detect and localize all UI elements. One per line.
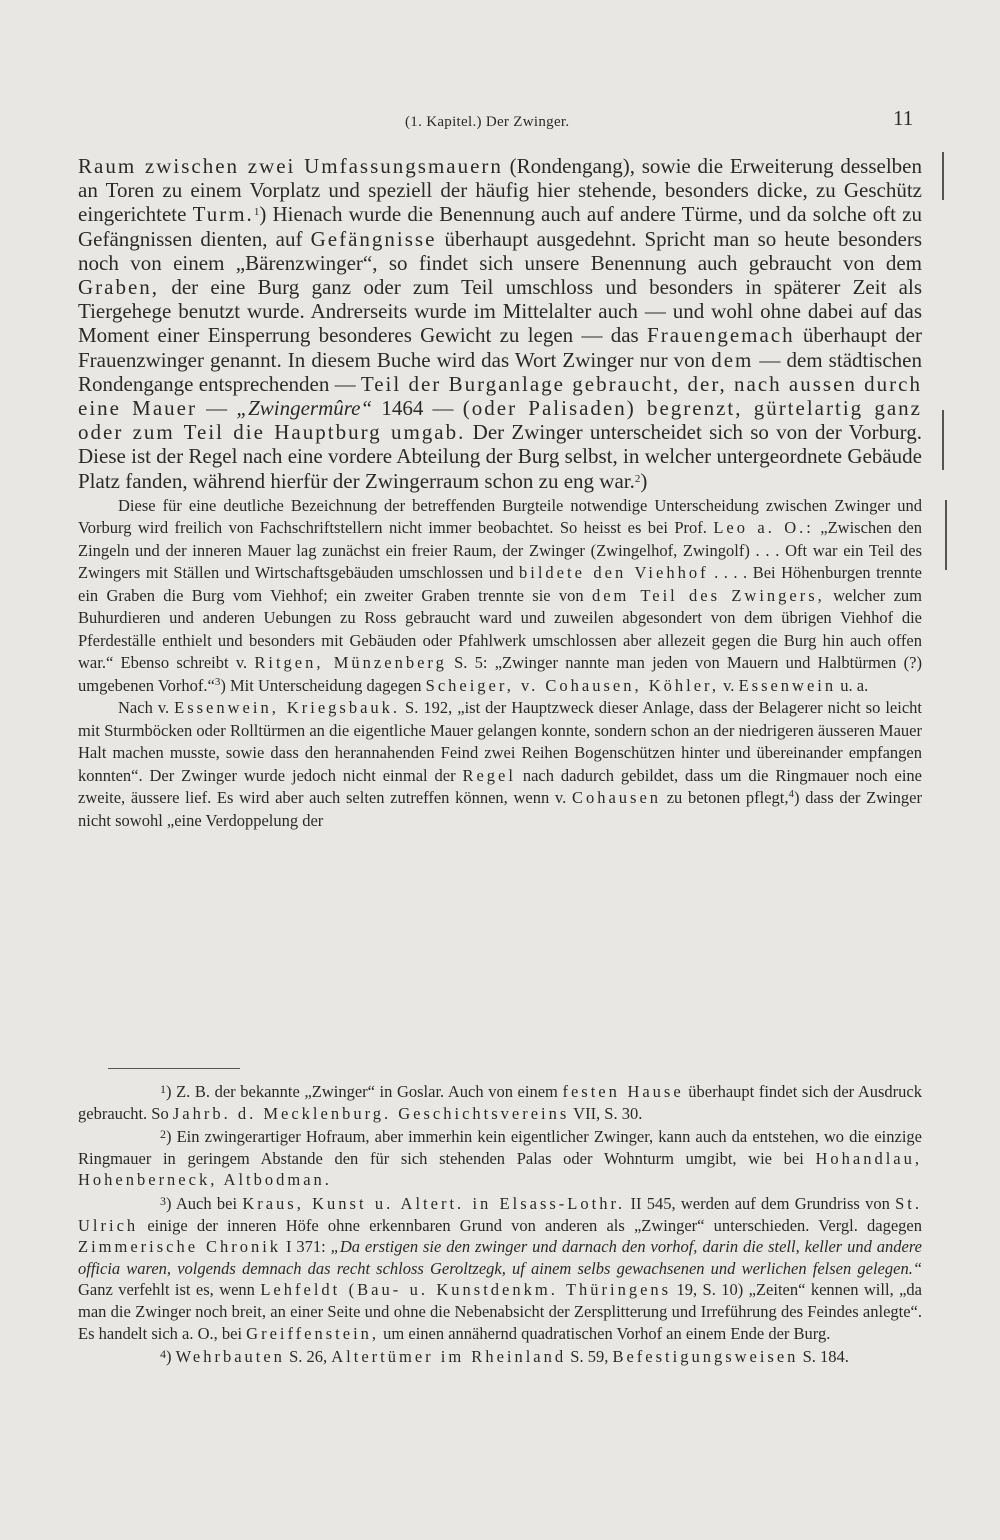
footnote-mark: 4 [160,1347,166,1362]
footnote [78,1191,922,1344]
footnote-mark: 2 [160,1127,166,1142]
text: . . . . Bei Höhenburgen trennte ein Graben die Burg vom Viehhof; ein zweiter Graben trennte sie von [78,563,922,605]
margin-mark [942,152,944,200]
text: ) Auch bei [166,1193,243,1213]
page-number: 11 [893,106,914,130]
text: u. a. [836,675,869,695]
text: (Rondengang), sowie die Erweiterung desselben an Toren zu einem Vorplatz und speziell der häufig hier stehende, besonders dicke, zu Geschütz eingerichtete [78,154,922,227]
text: nach dadurch gebildet, dass um die Ringmauer noch eine zweite, äussere lief. Es wird aber auch selten zutreffen können, wenn v. [78,765,922,808]
spaced-text: Essenwein, Kriegsbauk. [174,698,401,718]
spaced-text: Raum zwischen zwei Umfassungsmauern [78,154,503,178]
spaced-text: Altertümer im Rheinland [331,1347,567,1367]
footnote-divider [108,1068,240,1069]
running-title: (1. Kapitel.) Der Zwinger. [405,114,570,130]
text: ) Mit Unterscheidung dagegen [220,675,426,695]
text: I 371: [281,1237,331,1257]
text: II 545, werden auf dem Grundriss von [625,1193,896,1213]
spaced-text: Wehrbauten [175,1347,285,1367]
spaced-text: Essenwein [738,675,837,695]
text: — [196,396,237,421]
footnote [78,1079,922,1124]
spaced-text: Graben, [78,275,160,300]
text: um einen annähernd quadratischen Vorhof an einem Ende der Burg. [379,1323,831,1343]
paragraph [78,154,922,493]
text: Nach v. [118,698,175,718]
footnote-ref: 4 [788,788,795,801]
spaced-text: bildete den Viehhof [519,563,709,583]
text: 19, S. 10) „Zeiten“ kennen will, „da man die Zwinger noch breit, an einer Seite und ohne die Nebenabsicht der Zersplitterung und Irreführung des Feindes anlegte“. Es handelt sich a. O., bei [78,1280,922,1343]
text: der eine Burg ganz oder zum Teil umschloss und besonders in späterer Zeit als Tiergehege benutzt wurde. Andrerseits wurde im Mittelalter auch — und wohl ohne dabei auf das Moment einer Einsperrung besonderes Gewicht zu legen — das [78,275,922,348]
spaced-text: Ritgen, Münzenberg [254,653,447,673]
spaced-text: festen Hause [562,1082,684,1101]
text: Ganz verfehlt ist es, wenn [78,1280,261,1300]
text: ) Z. B. der bekannte „Zwinger“ in Goslar. Auch von einem [166,1082,563,1101]
text: zu betonen pflegt, [661,788,789,808]
margin-mark [942,410,944,470]
main-text [78,154,922,832]
spaced-text: dem Teil des Zwingers, [591,585,825,605]
spaced-text: Teil der Burganlage gebraucht, der, nach aussen durch eine Mauer [78,371,923,421]
footnote-ref: 2 [634,472,641,485]
text: überhaupt der Frauenzwinger genannt. In diesem Buche wird das Wort Zwinger nur von [78,323,922,372]
text: VII, S. 30. [569,1103,643,1123]
page-header [0,106,1000,136]
spaced-text: Scheiger, v. Cohausen, Köhler, [425,675,719,695]
text: ) [640,468,648,493]
spaced-text: St. Ulrich [78,1193,922,1235]
spaced-text: Kraus, Kunst u. Altert. in Elsass-Lothr. [242,1193,626,1213]
italic-text: „Zwingermûre“ [236,396,373,421]
footnote [78,1344,922,1368]
text: überhaupt findet sich der Ausdruck gebraucht. So [78,1082,923,1123]
text: überhaupt ausgedehnt. Spricht man so heute besonders noch von einem „Bärenzwinger“, so findet sich unsere Benennung auch gebraucht von dem [78,226,922,275]
spaced-text: Frauengemach [647,323,795,348]
text: S. 5: „Zwinger nannte man jeden von Mauern und Halbtürmen (?) umgebenen Vorhof.“ [78,653,922,695]
italic-text: „Da erstigen sie den zwinger und darnach den vorhof, darin die stell, keller und andere officia waren, volgends demnach das recht schloss Geroltzegk, uf ainem selbs gewachsenen und werlichen felsen gelegen.“ [78,1237,922,1278]
spaced-text: Cohausen [571,788,662,808]
spaced-text: Zimmerische Chronik [78,1237,282,1257]
footnote-mark: 3 [160,1193,166,1208]
paragraph [78,495,922,698]
spaced-text: Befestigungsweisen [612,1347,799,1367]
text: S. 59, [566,1347,613,1367]
spaced-text: Gefängnisse [310,226,437,251]
spaced-text: (oder Palisaden) begrenzt, gürtelartig ganz oder zum Teil die Hauptburg umgab. [78,396,922,445]
text: welcher zum Buhurdieren und anderen Uebungen zu Ross gebraucht ward und zuweilen abgesondert von dem übrigen Viehhof die Pferdeställe enthielt und besonders mit Gebäuden oder Pfahlwerk umschlossen aber allezeit gegen die Burg hin auch offen war.“ Ebenso schreibt v. [78,585,922,673]
text: „Zwischen den Zingeln und der inneren Mauer lag zunächst ein freier Raum, der Zwinger (Zwingelhof, Zwingolf) . . . Oft war ein Teil des Zwingers mit Ställen und Wirtschaftsgebäuden umschlossen und [78,518,922,583]
text: ) dass der Zwinger nicht sowohl „eine Verdoppelung der [78,788,922,830]
spaced-text: Jahrb. d. Mecklenburg. Geschichtsvereins [172,1103,570,1123]
text: S. 184. [798,1347,849,1367]
margin-mark [945,500,947,570]
footnotes [78,1079,922,1368]
footnote-ref: 3 [214,675,221,688]
text: ) Hienach wurde die Benennung auch auf andere Türme, und da solche oft zu Gefängnissen dienten, auf [78,202,922,251]
text: S. 26, [284,1347,332,1367]
text: einige der inneren Höfe ohne erkennbaren Grund von anderen als „Zwinger“ unterschieden. Vergl. dagegen [138,1215,922,1235]
footnote-ref: 1 [253,206,260,219]
text: ) Ein zwingerartiger Hofraum, aber immerhin kein eigentlicher Zwinger, kann auch da entstehen, wo die einzige Ringmauer in geringem Abstande den für sich stehenden Palas oder Wohnturm umgibt, wie bei [78,1127,922,1168]
spaced-text: Turm. [192,202,254,227]
text: S. 192, „ist der Hauptzweck dieser Anlage, dass der Belagerer nicht so leicht mit Sturmböcken oder Rolltürmen an die eigentliche Mauer gelangen konnte, sondern schon an der niedrigeren äusseren Mauer Halt machen musste, sowie dass den herannahenden Feind zwei Reihen Bogenschützen hinter und übereinander empfangen konnten“. Der Zwinger wurde jedoch nicht einmal der [78,698,922,785]
spaced-text: Hohandlau, Hohenberneck, Altbodman. [78,1148,922,1190]
spaced-text: Leo a. O.: [713,518,814,538]
spaced-text: dem [711,347,754,372]
footnote [78,1124,922,1191]
spaced-text: Greiffenstein, [246,1323,380,1343]
footnote-mark: 1 [160,1082,166,1096]
spaced-text: Regel [462,765,516,785]
text: Diese für eine deutliche Bezeichnung der betreffenden Burgteile notwendige Unterscheidung zwischen Zwinger und Vorburg wird freilich von Fachschriftstellern nicht immer beobachtet. So heisst es bei Prof. [78,495,922,538]
text: v. [719,675,739,695]
spaced-text: Lehfeldt (Bau- u. Kunstdenkm. Thüringens [260,1280,672,1300]
text: 1464 — [372,396,463,421]
text: Der Zwinger unterscheidet sich so von der Vorburg. Diese ist der Regel nach eine vordere Abteilung der Burg selbst, in welcher untergeordnete Gebäude Platz fanden, während hierfür der Zwingerraum schon zu eng war. [78,420,922,493]
paragraph [78,697,922,832]
text: ) [166,1347,176,1367]
text: — dem städtischen Rondengange entsprechenden — [78,347,922,396]
